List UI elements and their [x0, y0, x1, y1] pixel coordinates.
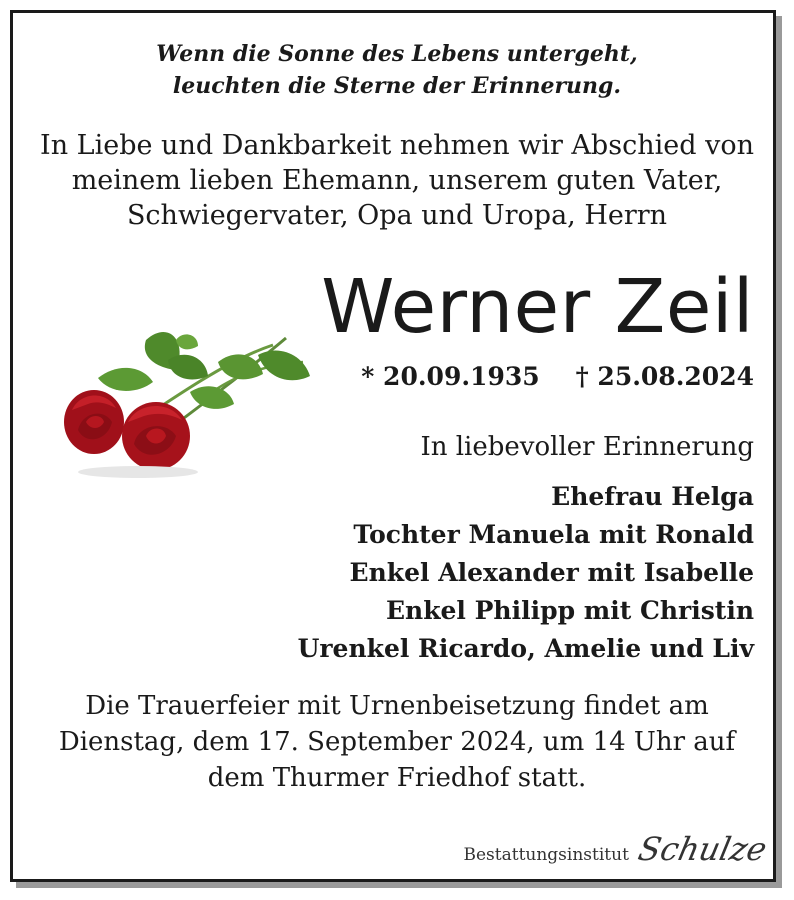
- funeral-home-logo: Schulze: [634, 830, 771, 868]
- intro-line-2: meinem lieben Ehemann, unserem guten Vater,: [71, 165, 723, 196]
- footer: [463, 830, 771, 868]
- family-member: Enkel Alexander mit Isabelle: [349, 558, 754, 587]
- motto: [0, 38, 794, 102]
- roses-image: [58, 300, 320, 482]
- funeral-home-label: Bestattungsinstitut: [463, 845, 629, 865]
- death-date: † 25.08.2024: [575, 362, 754, 391]
- family-member: Urenkel Ricardo, Amelie und Liv: [297, 634, 754, 663]
- deceased-name: Werner Zeil: [321, 264, 754, 350]
- funeral-line-2: Dienstag, dem 17. September 2024, um 14 Uhr auf: [58, 727, 736, 757]
- family-member: Enkel Philipp mit Christin: [385, 596, 754, 625]
- life-dates: [361, 360, 754, 394]
- funeral-line-1: Die Trauerfeier mit Urnenbeisetzung findet am: [85, 691, 709, 721]
- frame-shadow-bottom: [16, 882, 782, 888]
- intro-text: [0, 128, 794, 233]
- family-list: [298, 478, 754, 668]
- intro-line-3: Schwiegervater, Opa und Uropa, Herrn: [126, 200, 668, 231]
- family-member: Tochter Manuela mit Ronald: [353, 520, 754, 549]
- birth-date: * 20.09.1935: [361, 362, 540, 391]
- motto-line-2: leuchten die Sterne der Erinnerung.: [172, 73, 622, 99]
- remembrance-line: In liebevoller Erinnerung: [420, 432, 754, 462]
- family-member: Ehefrau Helga: [551, 482, 754, 511]
- funeral-line-3: dem Thurmer Friedhof statt.: [207, 763, 587, 793]
- intro-line-1: In Liebe und Dankbarkeit nehmen wir Abschied von: [40, 130, 754, 161]
- funeral-notice: [0, 688, 794, 796]
- motto-line-1: Wenn die Sonne des Lebens untergeht,: [156, 41, 638, 67]
